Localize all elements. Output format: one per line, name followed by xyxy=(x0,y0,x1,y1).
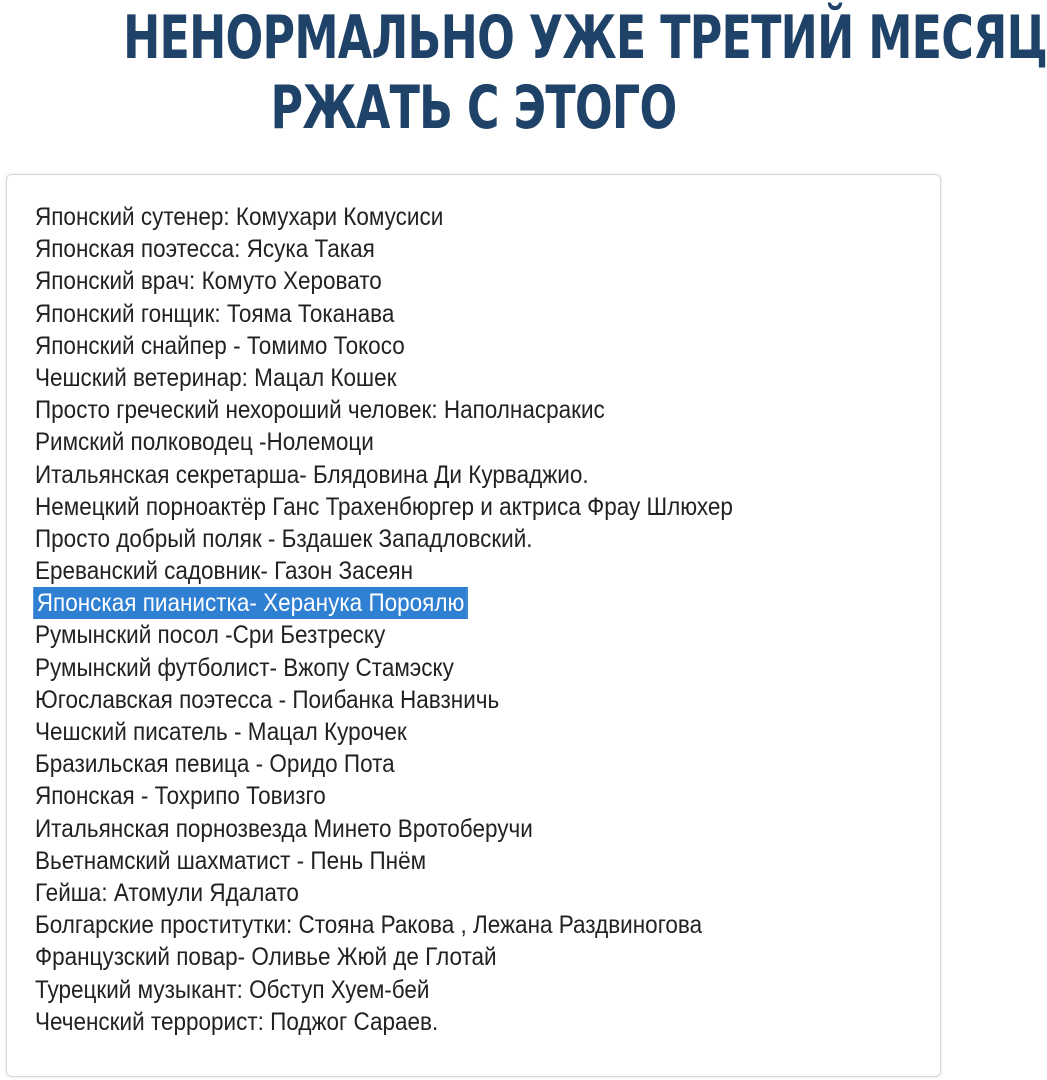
list-item[interactable] xyxy=(35,362,845,394)
list-item[interactable] xyxy=(35,298,845,330)
list-item[interactable] xyxy=(35,684,845,716)
list-item-text: Японский врач: Комуто Херовато xyxy=(35,267,382,296)
list-item-text: Японская пианистка- Херанука Пороялю xyxy=(36,589,465,618)
title-line-1: НЕНОРМАЛЬНО УЖЕ ТРЕТИЙ МЕСЯЦ xyxy=(123,3,1047,73)
list-item-text: Японская поэтесса: Ясука Такая xyxy=(35,235,375,264)
list-item-text: Болгарские проститутки: Стояна Ракова , Лежана Раздвиногова xyxy=(35,911,703,940)
list-item-text: Югославская поэтесса - Поибанка Навзничь xyxy=(35,685,500,714)
list-item-text: Японский снайпер - Томимо Токосо xyxy=(35,331,405,360)
list-item[interactable] xyxy=(35,845,845,877)
list-item-text: Просто добрый поляк - Бздашек Западловский. xyxy=(35,524,533,553)
list-item[interactable] xyxy=(35,619,845,651)
list-item[interactable] xyxy=(35,652,845,684)
selected-list-item[interactable] xyxy=(35,587,845,619)
list-item[interactable] xyxy=(35,459,845,491)
list-item-text: Просто греческий нехороший человек: Наполнасракис xyxy=(35,396,605,425)
list-item[interactable] xyxy=(35,265,845,297)
list-item-text: Японский гонщик: Тояма Токанава xyxy=(35,299,395,328)
list-item[interactable] xyxy=(35,716,845,748)
list-item-text: Французский повар- Оливье Жюй де Глотай xyxy=(35,943,497,972)
list-item[interactable] xyxy=(35,491,845,523)
meme-title xyxy=(0,3,1047,143)
list-item[interactable] xyxy=(35,394,845,426)
list-item[interactable] xyxy=(35,748,845,780)
list-item-text: Итальянская секретарша- Блядовина Ди Курваджио. xyxy=(35,460,589,489)
list-item-text: Японская - Тохрипо Товизго xyxy=(35,782,326,811)
list-item[interactable] xyxy=(35,974,845,1006)
list-item-text: Румынский футболист- Вжопу Стамэску xyxy=(35,653,454,682)
list-item[interactable] xyxy=(35,941,845,973)
list-item-text: Турецкий музыкант: Обступ Хуем-бей xyxy=(35,975,430,1004)
list-item[interactable] xyxy=(35,877,845,909)
list-item[interactable] xyxy=(35,201,845,233)
title-line-2: РЖАТЬ С ЭТОГО xyxy=(270,73,677,143)
list-item[interactable] xyxy=(35,426,845,458)
list-item-text: Чешский ветеринар: Мацал Кошек xyxy=(35,363,397,392)
list-item-text: Румынский посол -Сри Безтреску xyxy=(35,621,386,650)
list-item[interactable] xyxy=(35,330,845,362)
list-item-text: Чешский писатель - Мацал Курочек xyxy=(35,718,407,746)
list-item[interactable] xyxy=(35,909,845,941)
list-item-text: Чеченский террорист: Поджог Сараев. xyxy=(35,1007,439,1036)
joke-list xyxy=(35,201,935,1038)
list-item[interactable] xyxy=(35,523,845,555)
text-screenshot-panel xyxy=(6,174,941,1077)
list-item-text: Ереванский садовник- Газон Засеян xyxy=(35,557,414,586)
list-item-text: Гейша: Атомули Ядалато xyxy=(35,878,299,907)
list-item-text: Бразильская певица - Оридо Пота xyxy=(35,750,395,779)
list-item[interactable] xyxy=(35,780,845,812)
list-item-text: Итальянская порнозвезда Минето Вротоберучи xyxy=(35,814,533,843)
list-item[interactable] xyxy=(35,233,845,265)
list-item-text: Вьетнамский шахматист - Пень Пнём xyxy=(35,846,427,875)
list-item-text: Немецкий порноактёр Ганс Трахенбюргер и актриса Фрау Шлюхер xyxy=(35,492,733,521)
list-item[interactable] xyxy=(35,1006,845,1038)
list-item[interactable] xyxy=(35,555,845,587)
list-item-text: Римский полководец -Нолемоци xyxy=(35,428,374,457)
list-item-text: Японский сутенер: Комухари Комусиси xyxy=(35,203,444,231)
list-item[interactable] xyxy=(35,813,845,845)
